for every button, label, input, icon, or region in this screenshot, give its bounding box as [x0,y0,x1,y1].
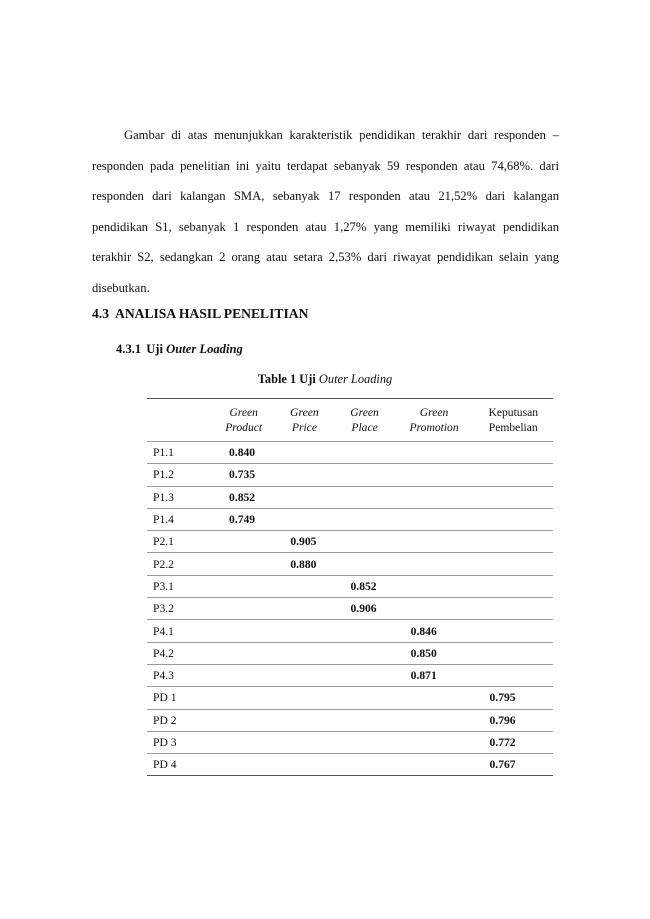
column-header: Green Promotion [395,399,474,442]
loading-value [474,531,554,553]
section-title: ANALISA HASIL PENELITIAN [115,306,309,321]
caption-prefix: Table 1 Uji [257,372,316,386]
loading-value: 0.772 [474,731,554,753]
table-header-row [147,399,553,442]
loading-value [474,664,554,686]
loading-value [335,731,395,753]
loading-value [274,731,334,753]
row-label: PD 1 [147,687,213,709]
row-label: P3.2 [147,598,213,620]
loading-value: 0.852 [335,575,395,597]
column-header: Green Product [213,399,274,442]
row-label: P4.3 [147,664,213,686]
outer-loading-table [147,398,553,776]
loading-value [213,531,274,553]
loading-value [335,508,395,530]
loading-value [474,598,554,620]
row-label: P4.2 [147,642,213,664]
loading-value: 0.795 [474,687,554,709]
loading-value [335,620,395,642]
section-heading [92,306,308,322]
loading-value: 0.735 [213,464,274,486]
subsection-number: 4.3.1 [116,342,142,356]
loading-value [274,754,334,776]
loading-value [474,642,554,664]
paragraph-line-text: Gambar di atas menunjukkan karakteristik pendidikan terakhir dari responden – [124,128,559,142]
loading-value [335,553,395,575]
loading-value [395,531,474,553]
loading-value [335,709,395,731]
row-label: P3.1 [147,575,213,597]
loading-value: 0.749 [213,508,274,530]
row-label: P1.3 [147,486,213,508]
loading-value [395,486,474,508]
table-row [147,598,553,620]
paragraph-line: pendidikan S1, sebanyak 1 responden atau 1,27% yang memiliki riwayat pendidikan [92,219,559,234]
table-row [147,464,553,486]
row-label: P1.4 [147,508,213,530]
loading-value [474,620,554,642]
row-label: PD 3 [147,731,213,753]
row-label: P2.2 [147,553,213,575]
loading-value [395,553,474,575]
loading-value: 0.880 [274,553,334,575]
loading-value [274,664,334,686]
subsection-prefix: Uji [146,342,163,356]
loading-value [213,687,274,709]
row-label: PD 2 [147,709,213,731]
loading-value [274,442,334,464]
row-label: PD 4 [147,754,213,776]
row-header-blank [147,399,213,442]
table-body [147,442,553,776]
loading-value [213,642,274,664]
loading-value [335,664,395,686]
loading-value [213,553,274,575]
loading-value: 0.796 [474,709,554,731]
table-row [147,709,553,731]
loading-value [274,464,334,486]
row-label: P1.2 [147,464,213,486]
section-number: 4.3 [92,306,109,321]
paragraph-line: responden pada penelitian ini yaitu terdapat sebanyak 59 responden atau 74,68%. dari [92,158,559,173]
loading-value: 0.871 [395,664,474,686]
loading-value [274,620,334,642]
row-label: P4.1 [147,620,213,642]
subsection-heading [116,342,243,357]
loading-value [474,464,554,486]
loading-value [335,642,395,664]
loading-value [213,709,274,731]
loading-value [213,754,274,776]
table-row [147,486,553,508]
loading-value [335,442,395,464]
loading-value [474,575,554,597]
loading-value: 0.840 [213,442,274,464]
loading-value [335,486,395,508]
loading-value [274,687,334,709]
loading-value [335,687,395,709]
loading-value [213,620,274,642]
column-header: Green Place [335,399,395,442]
loading-value [335,464,395,486]
paragraph-line: disebutkan. [92,280,150,295]
loading-value [274,598,334,620]
loading-value: 0.767 [474,754,554,776]
row-label: P1.1 [147,442,213,464]
table-row [147,664,553,686]
loading-value [395,709,474,731]
loading-value [395,508,474,530]
loading-value [274,508,334,530]
paragraph-line: responden dari kalangan SMA, sebanyak 17 responden atau 21,52% dari kalangan [92,189,559,203]
loading-value [274,709,334,731]
table-row [147,575,553,597]
loading-value: 0.850 [395,642,474,664]
loading-value [213,575,274,597]
paragraph-line [92,120,559,151]
loading-value [335,531,395,553]
table-row [147,508,553,530]
loading-value: 0.852 [213,486,274,508]
loading-value [395,464,474,486]
loading-value [395,575,474,597]
loading-value: 0.906 [335,598,395,620]
loading-value [395,731,474,753]
table-row [147,731,553,753]
loading-value: 0.905 [274,531,334,553]
loading-value [474,442,554,464]
body-paragraph [92,120,559,303]
table-row [147,531,553,553]
table-row [147,553,553,575]
loading-value [213,731,274,753]
loading-value: 0.846 [395,620,474,642]
loading-value [213,598,274,620]
row-label: P2.1 [147,531,213,553]
subsection-title: Outer Loading [166,342,243,356]
column-header: Green Price [274,399,334,442]
table-row [147,642,553,664]
loading-value [274,642,334,664]
table-row [147,620,553,642]
loading-value [474,508,554,530]
loading-value [274,575,334,597]
loading-value [474,553,554,575]
caption-title: Outer Loading [318,372,393,386]
table-row [147,442,553,464]
column-header: Keputusan Pembelian [474,399,554,442]
table-caption [0,372,650,387]
loading-value [213,664,274,686]
loading-value [335,754,395,776]
loading-value [395,598,474,620]
paragraph-line: terakhir S2, sedangkan 2 orang atau setara 2,53% dari riwayat pendidikan selain yang [92,250,559,264]
loading-value [395,442,474,464]
table-row [147,754,553,776]
loading-value [395,754,474,776]
table-row [147,687,553,709]
loading-value [395,687,474,709]
loading-value [274,486,334,508]
loading-value [474,486,554,508]
